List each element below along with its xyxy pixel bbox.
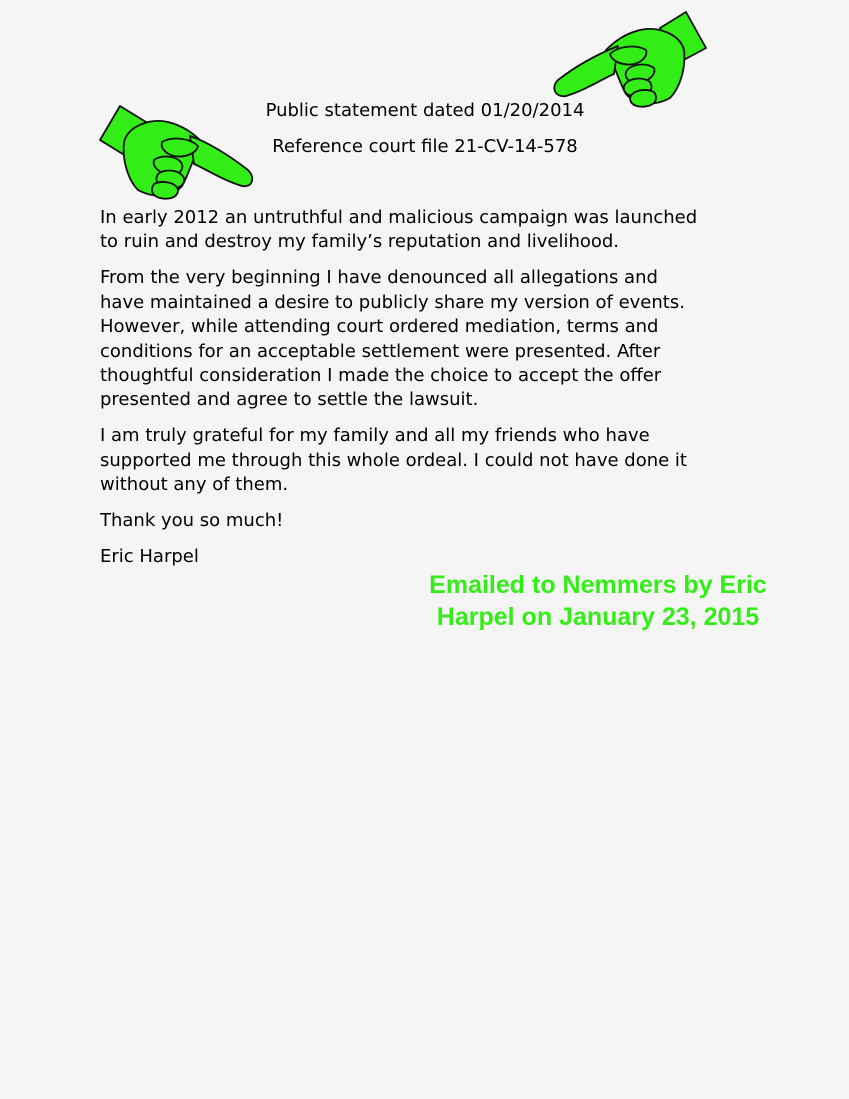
emailed-annotation: Emailed to Nemmers by Eric Harpel on January 23, 2015: [429, 571, 767, 631]
statement-paragraph: In early 2012 an untruthful and malicious campaign was launched to ruin and destroy my family’s reputation and livelihood.: [100, 207, 698, 253]
statement-body: [100, 206, 780, 581]
signature: Eric Harpel: [100, 545, 199, 567]
pointing-hand-left-icon: [552, 10, 712, 114]
closing-line: Thank you so much!: [100, 509, 284, 531]
statement-date-heading: Public statement dated 01/20/2014: [265, 100, 585, 121]
statement-paragraph: I am truly grateful for my family and all my friends who have supported me through this whole ordeal. I could not have done it without any of them.: [100, 425, 687, 496]
statement-paragraph: From the very beginning I have denounced all allegations and have maintained a desire to publicly share my version of events. However, while attending court ordered mediation, terms and conditions for an acceptable settlement were presented. After thoughtful consideration I made the choice to accept the offer presented and agree to settle the lawsuit.: [100, 267, 685, 411]
court-file-reference: Reference court file 21-CV-14-578: [272, 136, 578, 157]
